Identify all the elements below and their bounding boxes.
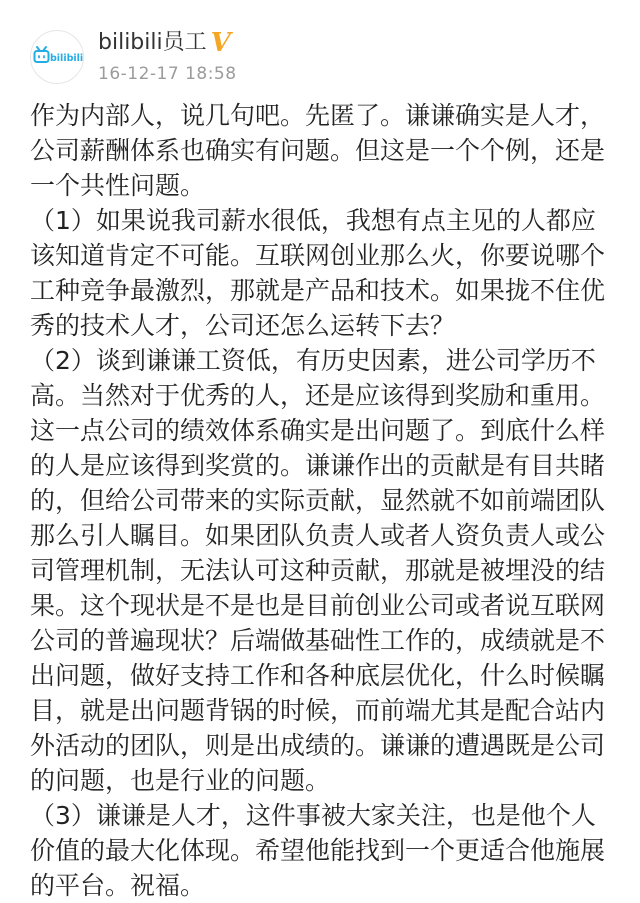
post-paragraph-intro: 作为内部人，说几句吧。先匿了。谦谦确实是人才，公司薪酬体系也确实有问题。但这是一个个例，还是一个共性问题。: [30, 101, 606, 200]
username-row: [98, 26, 237, 60]
post-paragraph-point-1: （1）如果说我司薪水很低，我想有点主见的人都应该知道肯定不可能。互联网创业那么火，你要说哪个工种竞争最激烈，那就是产品和技术。如果拢不住优秀的技术人才，公司还怎么运转下去？: [30, 206, 606, 340]
bilibili-tv-logo-icon: [31, 31, 83, 83]
username[interactable]: bilibili员工: [98, 30, 207, 55]
post-paragraph-point-2: （2）谈到谦谦工资低，有历史因素，进公司学历不高。当然对于优秀的人，还是应该得到奖励和重用。这一点公司的绩效体系确实是出问题了。到底什么样的人是应该得到奖赏的。谦谦作出的贡献是有目共睹的，但给公司带来的实际贡献，显然就不如前端团队那么引人瞩目。如果团队负责人或者人资负责人或公司管理机制，无法认可这种贡献，那就是被埋没的结果。这个现状是不是也是目前创业公司或者说互联网公司的普遍现状？后端做基础性工作的，成绩就是不出问题，做好支持工作和各种底层优化，什么时候瞩目，就是出问题背锅的时候，而前端尤其是配合站内外活动的团队，则是出成绩的。谦谦的遭遇既是公司的问题，也是行业的问题。: [30, 346, 606, 795]
verified-badge-icon: V: [210, 28, 231, 58]
avatar-brand-text: bilibili: [50, 53, 83, 64]
post-paragraph-point-3: （3）谦谦是人才，这件事被大家关注，也是他个人价值的最大化体现。希望他能找到一个更适合他施展的平台。祝福。: [30, 801, 606, 900]
post-header: [30, 26, 610, 92]
user-info: [98, 26, 237, 86]
avatar[interactable]: [30, 30, 84, 84]
post-content: [30, 98, 616, 903]
post-timestamp: 16-12-17 18:58: [98, 64, 237, 84]
